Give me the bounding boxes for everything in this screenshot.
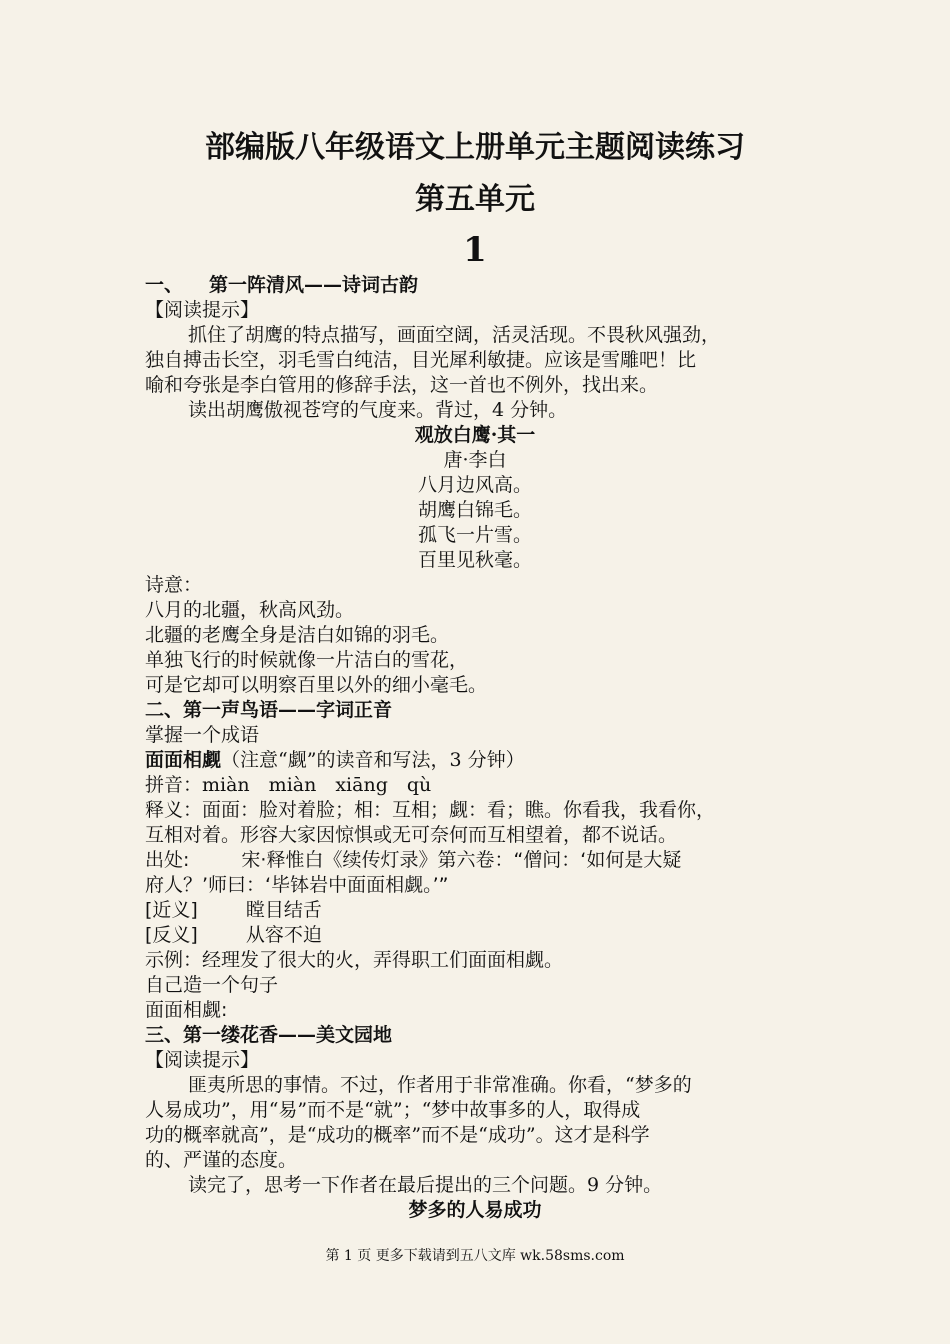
pinyin-line <box>145 773 431 798</box>
section1-hint-label: 【阅读提示】 <box>145 299 260 321</box>
poem-title: 观放白鹰·其一 <box>414 424 536 446</box>
idiom-note: （注意“觑”的读音和写法，3 分钟） <box>221 749 525 771</box>
section1-heading-text: 第一阵清风——诗词古韵 <box>209 274 419 296</box>
sentence-blank-label: 面面相觑: <box>145 999 228 1021</box>
page-footer: 第 1 页 更多下载请到五八文库 wk.58sms.com <box>325 1248 625 1264</box>
antonym-label: [反义] <box>145 924 198 946</box>
meaning-label: 诗意： <box>145 574 203 596</box>
poem-line: 百里见秋毫。 <box>417 549 532 571</box>
idiom-word: 面面相觑 <box>145 749 222 771</box>
make-sentence-prompt: 自己造一个句子 <box>145 974 279 996</box>
section1-hint-line: 读出胡鹰傲视苍穹的气度来。背过，4 分钟。 <box>188 399 568 421</box>
section3-hint-label: 【阅读提示】 <box>145 1049 260 1071</box>
source-label: 出处: <box>145 849 190 871</box>
lesson-number: 1 <box>463 230 487 270</box>
article-title: 梦多的人易成功 <box>408 1199 542 1221</box>
poem-author: 唐·李白 <box>443 449 507 471</box>
section3-hint-line: 读完了，思考一下作者在最后提出的三个问题。9 分钟。 <box>188 1174 663 1196</box>
synonym-line <box>145 898 322 923</box>
section1-hint-line: 喻和夸张是李白管用的修辞手法，这一首也不例外，找出来。 <box>145 374 659 396</box>
section2-heading: 二、第一声鸟语——字词正音 <box>145 699 393 721</box>
poem-line: 八月边风高。 <box>417 474 532 496</box>
antonym-value: 从容不迫 <box>245 924 322 946</box>
meaning-line: 八月的北疆，秋高风劲。 <box>145 599 355 621</box>
meaning-line: 可是它却可以明察百里以外的细小毫毛。 <box>145 674 488 696</box>
page-title: 部编版八年级语文上册单元主题阅读练习 <box>205 130 745 165</box>
definition-line: 互相对着。形容大家因惊惧或无可奈何而互相望着，都不说话。 <box>145 824 678 846</box>
source-line <box>145 848 681 873</box>
pinyin-value: miàn miàn xiāng qù <box>202 774 432 796</box>
poem-line: 孤飞一片雪。 <box>417 524 532 546</box>
poem-line: 胡鹰白锦毛。 <box>417 499 532 521</box>
antonym-line <box>145 923 322 948</box>
section3-hint-line: 的、严谨的态度。 <box>145 1149 298 1171</box>
idiom-line <box>145 748 525 773</box>
section3-hint-line: 匪夷所思的事情。不过，作者用于非常准确。你看，“梦多的 <box>188 1074 692 1096</box>
example-line: 示例：经理发了很大的火，弄得职工们面面相觑。 <box>145 949 564 971</box>
section1-heading-num: 一、 <box>145 274 184 296</box>
meaning-line: 单独飞行的时候就像一片洁白的雪花， <box>145 649 469 671</box>
section3-heading: 三、第一缕花香——美文园地 <box>145 1024 393 1046</box>
definition-line: 释义：面面：脸对着脸；相：互相；觑：看；瞧。你看我，我看你， <box>145 799 716 821</box>
synonym-value: 瞠目结舌 <box>245 899 322 921</box>
unit-title: 第五单元 <box>415 182 535 217</box>
section3-hint-line: 功的概率就高”，是“成功的概率”而不是“成功”。这才是科学 <box>145 1124 650 1146</box>
synonym-label: [近义] <box>145 899 198 921</box>
source-text: 宋·释惟白《续传灯录》第六卷：“僧问：‘如何是大疑 <box>241 849 682 871</box>
meaning-line: 北疆的老鹰全身是洁白如锦的羽毛。 <box>145 624 450 646</box>
section1-hint-line: 抓住了胡鹰的特点描写，画面空阔，活灵活现。不畏秋风强劲， <box>188 324 721 346</box>
idiom-intro: 掌握一个成语 <box>145 724 260 746</box>
pinyin-label: 拼音： <box>145 774 203 796</box>
source-line: 府人？’师曰：‘毕钵岩中面面相觑。’” <box>145 874 449 896</box>
section1-heading <box>145 273 418 298</box>
section3-hint-line: 人易成功”，用“易”而不是“就”；“梦中故事多的人，取得成 <box>145 1099 641 1121</box>
section1-hint-line: 独自搏击长空，羽毛雪白纯洁，目光犀利敏捷。应该是雪雕吧！比 <box>145 349 697 371</box>
